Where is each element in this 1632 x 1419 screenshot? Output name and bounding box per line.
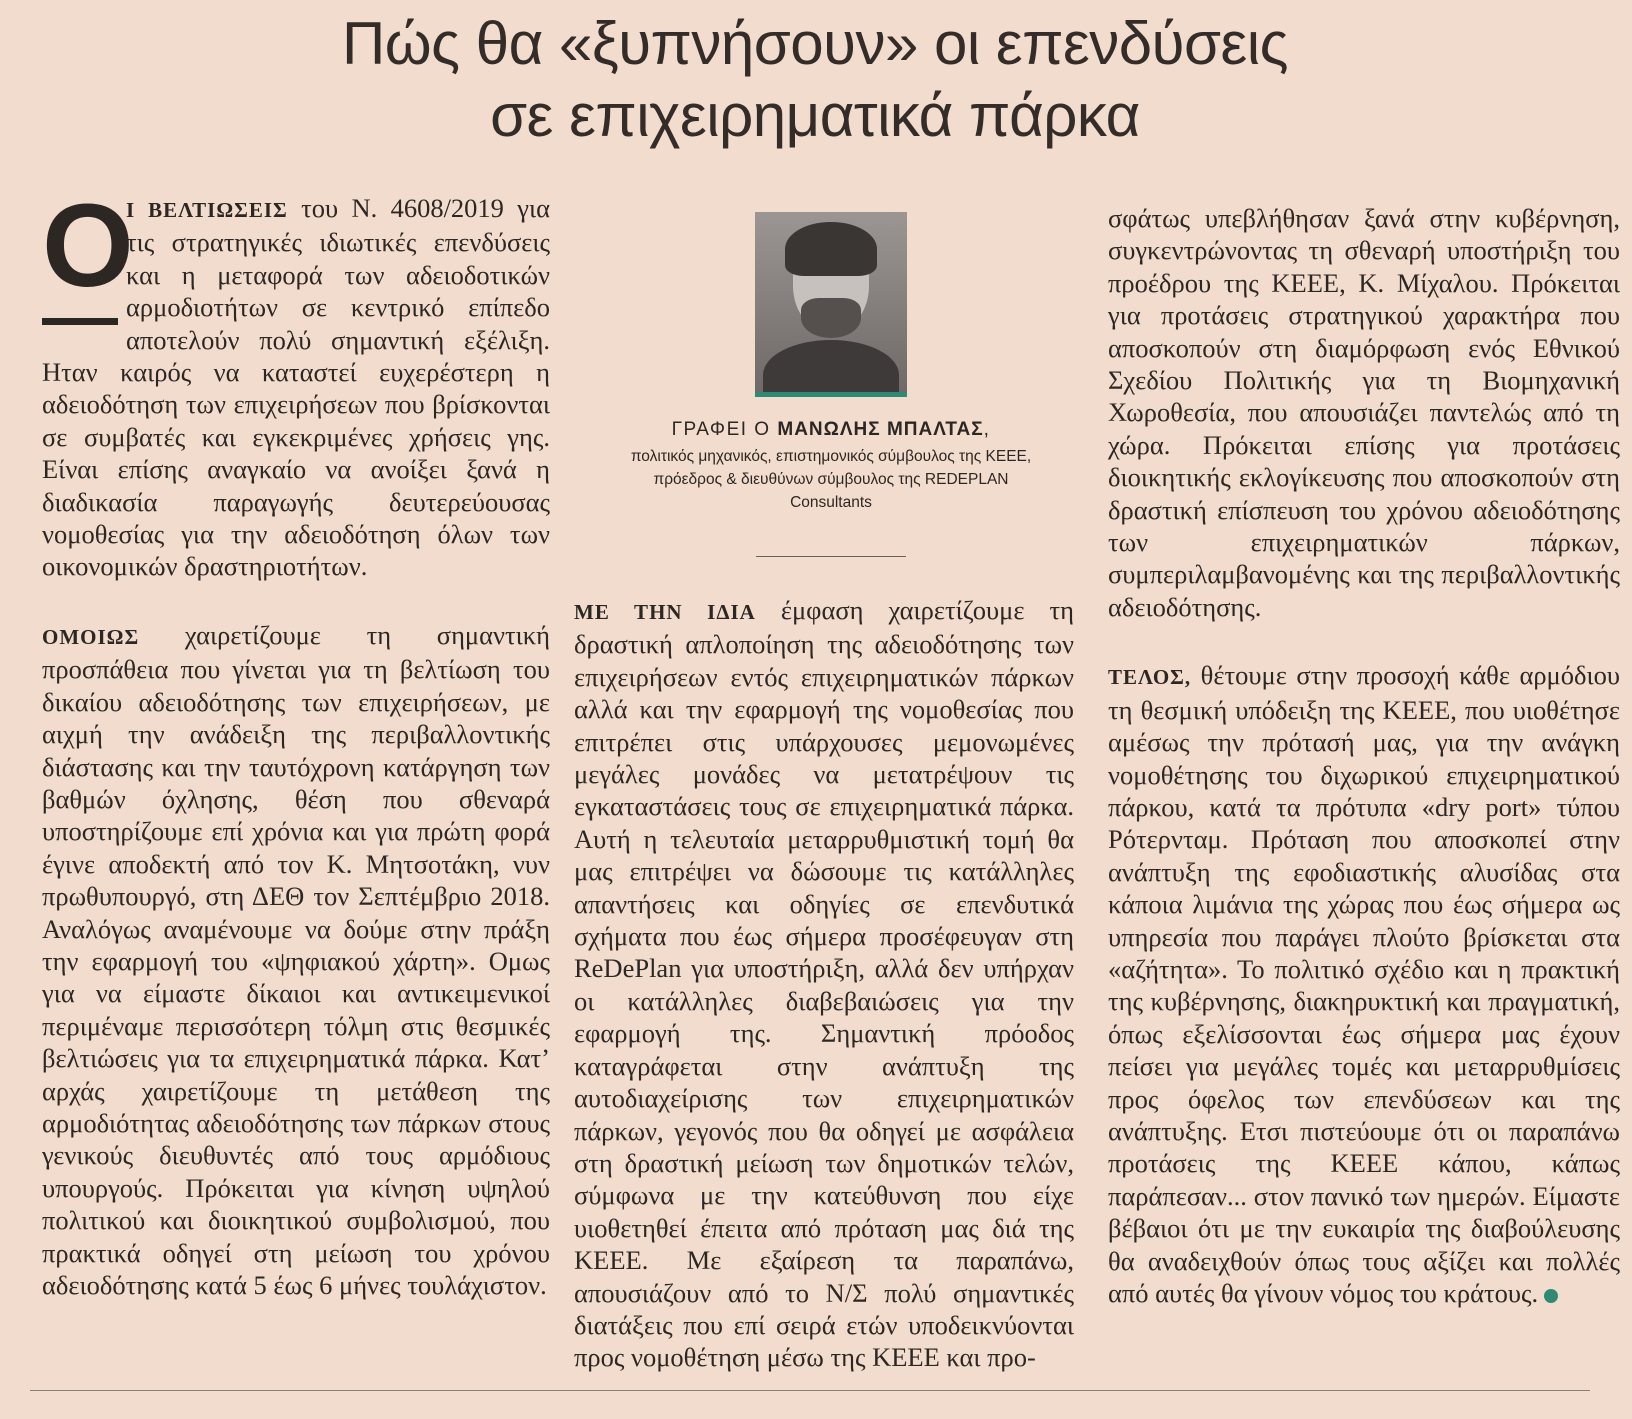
col1-p2-lead: ΟΜΟΙΩΣ xyxy=(42,624,140,649)
author-bio-line-2: πρόεδρος & διευθύνων σύμβουλος της REDEPLAN xyxy=(653,471,1009,488)
bottom-rule xyxy=(30,1390,1590,1391)
col2-paragraph-1 xyxy=(574,594,1074,1374)
article-headline xyxy=(180,8,1450,152)
end-mark-icon xyxy=(1544,1289,1558,1303)
col1-p1-lead: Ι ΒΕΛΤΙΩΣΕΙΣ xyxy=(126,198,288,222)
author-divider xyxy=(756,556,906,557)
headline-line-1: Πώς θα «ξυπνήσουν» οι επενδύσεις xyxy=(341,10,1289,77)
author-bio-line-3: Consultants xyxy=(790,494,872,511)
byline-suffix: , xyxy=(983,419,991,440)
col3-p2-lead: ΤΕΛΟΣ, xyxy=(1108,665,1192,690)
drop-cap: Ο xyxy=(42,196,118,325)
col3-p1-text: σφάτως υπεβλήθησαν ξανά στην κυβέρνηση, συγκεντρώνοντας τη σθεναρή υποστήριξη του προέδρου της ΚΕΕΕ, Κ. Μίχαλου. Πρόκειται για προτάσεις στρατηγικού χαρακτήρα που αποσκοπούν στη διαμόρφωση ενός Εθνικού Σχεδίου Πολιτικής για τη Βιομηχανική Χωροθεσία, που απουσιάζει παντελώς από τη χώρα. Πρόκειται επίσης για προτάσεις διοικητικής εκλογίκευσης που αποσκοπούν στη δραστική επίσπευση του χρόνου αδειοδότησης των επιχειρηματικών πάρκων, συμπεριλαμβανομένης και της περιβαλλοντικής αδειοδότησης. xyxy=(1108,203,1620,622)
author-name: ΜΑΝΩΛΗΣ ΜΠΑΛΤΑΣ xyxy=(777,419,984,440)
author-photo xyxy=(755,212,907,397)
col1-p2-text: χαιρετίζουμε τη σημαντική προσπάθεια που γίνεται για τη βελτίωση του δικαίου αδειοδότησης των επιχειρήσεων, με αιχμή την ανάδειξη της περιβαλλοντικής διάστασης και την ταυτόχρονη κατάργηση των βαθμών όχλησης, θέση που σθεναρά υποστηρίζουμε επί χρόνια και για πρώτη φορά έγινε αποδεκτή από τον Κ. Μητσοτάκη, νυν πρωθυπουργό, στη ΔΕΘ τον Σεπτέμβριο 2018. Αναλόγως αναμένουμε να δούμε στην πράξη την εφαρμογή του «ψηφιακού χάρτη». Ομως για να είμαστε δίκαιοι και αντικειμενικοί περιμέναμε περισσότερη τόλμη στις θεσμικές βελτιώσεις για τα επιχειρηματικά πάρκα. Κατ’ αρχάς χαιρετίζουμε τη μετάθεση της αρμοδιότητας αδειοδότησης των πάρκων στους γενικούς διευθυντές από τους αρμόδιους υπουργούς. Πρόκειται για κίνηση υψηλού πολιτικού και διοικητικού συμβολισμού, που πρακτικά οδηγεί στη μείωση του χρόνου αδειοδότησης κατά 5 έως 6 μήνες τουλάχιστον. xyxy=(42,619,550,1300)
column-2 xyxy=(574,594,1074,1374)
byline-prefix: ΓΡΑΦΕΙ Ο xyxy=(671,419,771,440)
col1-paragraph-2 xyxy=(42,619,550,1302)
author-bio-line-1: πολιτικός μηχανικός, επιστημονικός σύμβουλος της ΚΕΕΕ, xyxy=(630,448,1032,465)
author-byline xyxy=(596,419,1066,441)
column-3 xyxy=(1108,202,1620,1309)
author-box xyxy=(596,212,1066,557)
col1-p1-text: του Ν. 4608/2019 για τις στρατηγικές ιδιωτικές επενδύσεις και η μεταφορά των αδειοδοτικών αρμοδιοτήτων σε κεντρικό επίπεδο αποτελούν πολύ σημαντική εξέλιξη. Ηταν καιρός να καταστεί ευχερέστερη η αδειοδότηση των επιχειρήσεων που βρίσκονται σε συμβατές και εγκεκριμένες χρήσεις γης. Είναι επίσης αναγκαίο να ανοίξει ξανά η διαδικασία παραγωγής δευτερεύουσας νομοθεσίας για την αδειοδότηση όλων των οικονομικών δραστηριοτήτων. xyxy=(42,193,550,582)
col2-p1-lead: ΜΕ ΤΗΝ ΙΔΙΑ xyxy=(574,600,756,624)
column-1 xyxy=(42,180,550,1301)
col1-paragraph-1 xyxy=(42,180,550,583)
col3-paragraph-1 xyxy=(1108,202,1620,623)
headline-line-2: σε επιχειρηματικά πάρκα xyxy=(490,82,1140,149)
author-bio xyxy=(596,445,1066,514)
col3-paragraph-2 xyxy=(1108,659,1620,1309)
col2-p1-text: έμφαση χαιρετίζουμε τη δραστική απλοποίηση της αδειοδότησης των επιχειρήσεων εντός επιχειρηματικών πάρκων αλλά και την εφαρμογή της νομοθεσίας που επιτρέπει στις υπάρχουσες μεμονωμένες μεγάλες μονάδες να μετατρέψουν τις εγκαταστάσεις τους σε επιχειρηματικά πάρκα. Αυτή η τελευταία μεταρρυθμιστική τομή θα μας επιτρέψει να δώσουμε τις κατάλληλες απαντήσεις και οδηγίες σε επενδυτικά σχήματα που έως σήμερα προσέφευγαν στη ReDePlan για υποστήριξη, αλλά δεν υπήρχαν οι κατάλληλες διαβεβαιώσεις για την εφαρμογή της. Σημαντική πρόοδος καταγράφεται στην ανάπτυξη της αυτοδιαχείρισης των επιχειρηματικών πάρκων, γεγονός που θα οδηγεί με ασφάλεια στη δραστική μείωση των δημοτικών τελών, σύμφωνα με την κατεύθυνση που είχε υιοθετηθεί έπειτα από πρόταση μας διά της ΚΕΕΕ. Με εξαίρεση τα παραπάνω, απουσιάζουν από το Ν/Σ πολύ σημαντικές διατάξεις που επί σειρά ετών υποδεικνύονται προς νομοθέτηση μέσω της ΚΕΕΕ και προ- xyxy=(574,595,1074,1373)
col3-p2-text: θέτουμε στην προσοχή κάθε αρμόδιου τη θεσμική υπόδειξη της ΚΕΕΕ, που υιοθέτησε αμέσως την πρότασή μας, για την ανάγκη νομοθέτησης του διχωρικού επιχειρηματικού πάρκου, κατά τα πρότυπα «dry port» τύπου Ρότερνταμ. Πρόταση που αποσκοπεί στην ανάπτυξη της εφοδιαστικής αλυσίδας στα κάποια λιμάνια της χώρας που έως σήμερα ως υπηρεσία που παράγει πλούτο βρίσκεται στα «αζήτητα». Το πολιτικό σχέδιο και η πρακτική της κυβέρνησης, διακηρυκτική και πραγματική, όπως εξελίσσονται έως σήμερα μας έχουν πείσει για μεγάλες τομές και μεταρρυθμίσεις προς όφελος των επενδύσεων και της ανάπτυξης. Ετσι πιστεύουμε ότι οι παραπάνω προτάσεις της ΚΕΕΕ κάπου, κάπως παράπεσαν... στον πανικό των ημερών. Είμαστε βέβαιοι ότι με την ευκαιρία της διαβούλευσης θα αναδειχθούν όπως τους αξίζει και πολλές από αυτές θα γίνουν νόμος του κράτους. xyxy=(1108,660,1620,1308)
